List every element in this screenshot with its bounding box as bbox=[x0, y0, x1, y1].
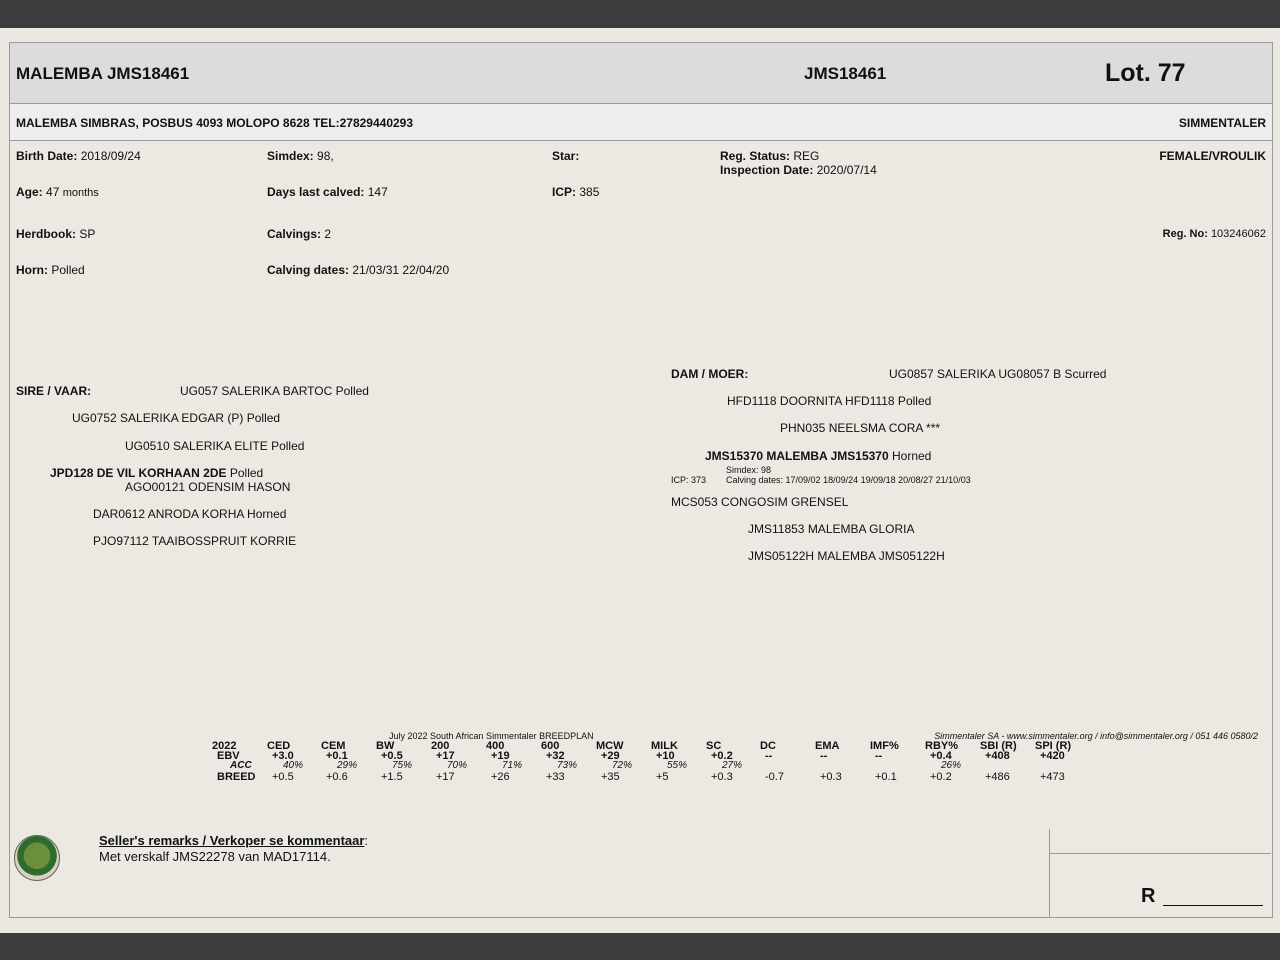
animal-name: MALEMBA JMS18461 bbox=[16, 64, 190, 83]
ebv-value: -- bbox=[765, 750, 773, 762]
price-line[interactable] bbox=[1163, 905, 1263, 906]
dam-sire-dam: PHN035 NEELSMA CORA *** bbox=[780, 421, 941, 435]
breed-value: +5 bbox=[656, 771, 669, 783]
acc-value: 75% bbox=[392, 760, 413, 771]
dam-sire-sire: HFD1118 DOORNITA HFD1118 Polled bbox=[727, 394, 932, 408]
herdbook: Herdbook: SP bbox=[16, 227, 96, 241]
dam-dam-sire: MCS053 CONGOSIM GRENSEL bbox=[671, 495, 849, 509]
ebv-column-header: RBY% bbox=[925, 740, 959, 752]
ebv-column-header: SC bbox=[706, 740, 722, 752]
ebv-column-header: 400 bbox=[486, 740, 505, 752]
days-last-calved: Days last calved: 147 bbox=[267, 185, 388, 199]
ebv-year: 2022 bbox=[212, 740, 237, 752]
reg-status: Reg. Status: REG bbox=[720, 149, 820, 163]
acc-value: 55% bbox=[667, 760, 688, 771]
reg-no: Reg. No: 103246062 bbox=[1162, 228, 1266, 240]
simmentaler-logo bbox=[14, 835, 60, 881]
ebv-value: +0.5 bbox=[381, 750, 403, 762]
horn: Horn: Polled bbox=[16, 263, 85, 277]
top-bar bbox=[0, 0, 1280, 28]
sire-sire-dam: AGO00121 ODENSIM HASON bbox=[125, 480, 291, 494]
sex: FEMALE/VROULIK bbox=[1159, 149, 1266, 163]
sire: UG057 SALERIKA BARTOC Polled bbox=[180, 384, 369, 398]
acc-value: 26% bbox=[941, 760, 962, 771]
ebv-value: +32 bbox=[546, 750, 565, 762]
breed-value: +0.1 bbox=[875, 771, 897, 783]
dam-dam: JMS11853 MALEMBA GLORIA bbox=[748, 522, 915, 536]
ebv-column-header: CEM bbox=[321, 740, 346, 752]
ebv-value: -- bbox=[875, 750, 883, 762]
breed-value: +1.5 bbox=[381, 771, 403, 783]
breed-value: +0.5 bbox=[272, 771, 294, 783]
ebv-column-header: CED bbox=[267, 740, 291, 752]
acc-value: 40% bbox=[283, 760, 304, 771]
sire-dam-sire: DAR0612 ANRODA KORHA Horned bbox=[93, 507, 287, 521]
breed-value: +0.3 bbox=[711, 771, 733, 783]
ebv-column-header: 600 bbox=[541, 740, 560, 752]
sire-sire: UG0752 SALERIKA EDGAR (P) Polled bbox=[72, 411, 281, 425]
breed-value: +35 bbox=[601, 771, 620, 783]
dam-sire: UG0857 SALERIKA UG08057 B Scurred bbox=[889, 367, 1107, 381]
breed-value: -0.7 bbox=[765, 771, 784, 783]
breedplan-contact: Simmentaler SA - www.simmentaler.org / info@simmentaler.org / 051 446 0580/2 bbox=[934, 731, 1258, 741]
remarks-divider bbox=[1049, 853, 1271, 854]
remarks-text: Met verskalf JMS22278 van MAD17114. bbox=[99, 849, 331, 864]
remarks-heading: Seller's remarks / Verkoper se kommentaar: bbox=[99, 833, 369, 848]
dam-dam-dam: JMS05122H MALEMBA JMS05122H bbox=[748, 549, 945, 563]
header-band bbox=[10, 43, 1272, 104]
acc-value: 72% bbox=[612, 760, 633, 771]
bottom-bar bbox=[0, 933, 1280, 960]
ebv-value: +408 bbox=[985, 750, 1010, 762]
ebv-value: +29 bbox=[601, 750, 620, 762]
breed-value: +26 bbox=[491, 771, 510, 783]
ebv-column-header: MILK bbox=[651, 740, 678, 752]
dam-label: DAM / MOER: bbox=[671, 367, 749, 381]
sire-dam-dam: PJO97112 TAAIBOSSPRUIT KORRIE bbox=[93, 534, 297, 548]
ebv-value: +3.0 bbox=[272, 750, 294, 762]
star: Star: bbox=[552, 149, 580, 163]
age: Age: 47 months bbox=[16, 185, 99, 199]
owner-band bbox=[10, 104, 1272, 141]
acc-value: 71% bbox=[502, 760, 523, 771]
ebv-value: +0.1 bbox=[326, 750, 348, 762]
sire-sire-sire: UG0510 SALERIKA ELITE Polled bbox=[125, 439, 305, 453]
ebv-value: -- bbox=[820, 750, 828, 762]
breed-value: +473 bbox=[1040, 771, 1065, 783]
dam-icp: ICP: 373 bbox=[671, 475, 707, 485]
ebv-column-header: SPI (R) bbox=[1035, 740, 1072, 752]
ebv-column-header: EMA bbox=[815, 740, 840, 752]
dam: JMS15370 MALEMBA JMS15370 Horned bbox=[705, 449, 932, 463]
breed-row-label: BREED bbox=[217, 771, 256, 783]
calving-dates: Calving dates: 21/03/31 22/04/20 bbox=[267, 263, 450, 277]
icp: ICP: 385 bbox=[552, 185, 600, 199]
ebv-column-header: SBI (R) bbox=[980, 740, 1017, 752]
lot-card bbox=[0, 28, 1280, 933]
breed-value: +17 bbox=[436, 771, 455, 783]
breed-value: +33 bbox=[546, 771, 565, 783]
acc-row-label: ACC bbox=[230, 760, 252, 771]
breedplan-title: July 2022 South African Simmentaler BREEDPLAN bbox=[389, 731, 594, 741]
sire-dam: JPD128 DE VIL KORHAAN 2DE Polled bbox=[50, 466, 264, 480]
lot-number: Lot. 77 bbox=[1105, 59, 1186, 87]
acc-value: 73% bbox=[557, 760, 578, 771]
ebv-value: +17 bbox=[436, 750, 455, 762]
price-prefix: R bbox=[1141, 885, 1156, 907]
breed-value: +0.3 bbox=[820, 771, 842, 783]
ebv-column-header: IMF% bbox=[870, 740, 899, 752]
ebv-value: +0.2 bbox=[711, 750, 733, 762]
acc-value: 29% bbox=[337, 760, 358, 771]
birth-date: Birth Date: 2018/09/24 bbox=[16, 149, 141, 163]
dam-calving-dates: Calving dates: 17/09/02 18/09/24 19/09/18 20/08/27 21/10/03 bbox=[726, 475, 971, 485]
simdex: Simdex: 98, bbox=[267, 149, 334, 163]
breed-name: SIMMENTALER bbox=[1178, 116, 1266, 130]
inspection-date: Inspection Date: 2020/07/14 bbox=[720, 163, 877, 177]
ebv-value: +420 bbox=[1040, 750, 1065, 762]
ebv-column-header: MCW bbox=[596, 740, 624, 752]
acc-value: 27% bbox=[722, 760, 743, 771]
owner-address: MALEMBA SIMBRAS, POSBUS 4093 MOLOPO 8628 TEL:27829440293 bbox=[16, 116, 414, 130]
breed-value: +486 bbox=[985, 771, 1010, 783]
sire-label: SIRE / VAAR: bbox=[16, 384, 92, 398]
breed-value: +0.2 bbox=[930, 771, 952, 783]
ebv-column-header: BW bbox=[376, 740, 395, 752]
animal-id: JMS18461 bbox=[804, 64, 887, 83]
ebv-value: +10 bbox=[656, 750, 675, 762]
ebv-column-header: 200 bbox=[431, 740, 450, 752]
ebv-column-header: DC bbox=[760, 740, 776, 752]
ebv-value: +0.4 bbox=[930, 750, 952, 762]
calvings: Calvings: 2 bbox=[267, 227, 332, 241]
catalogue-page bbox=[9, 42, 1273, 918]
ebv-value: +19 bbox=[491, 750, 510, 762]
ebv-row-label: EBV bbox=[217, 750, 240, 762]
breed-value: +0.6 bbox=[326, 771, 348, 783]
acc-value: 70% bbox=[447, 760, 468, 771]
dam-simdex: Simdex: 98 bbox=[726, 465, 772, 475]
